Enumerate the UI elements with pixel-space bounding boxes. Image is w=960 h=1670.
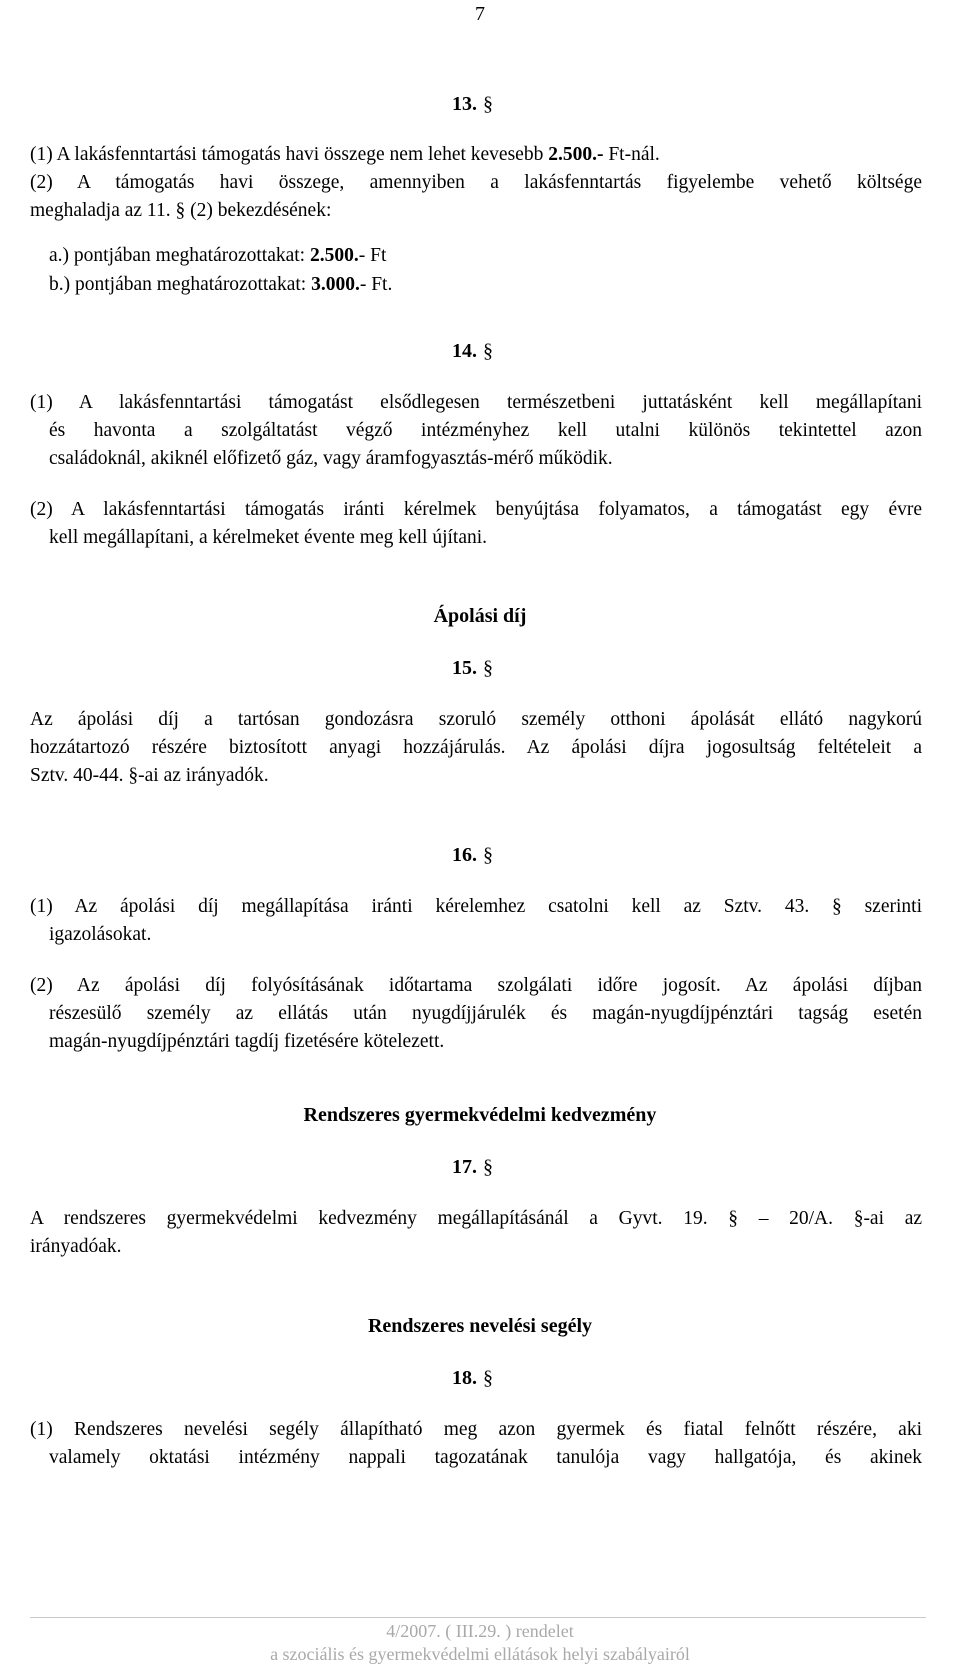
heading-apolasi-dij: Ápolási díj bbox=[433, 605, 527, 627]
section-13-title bbox=[452, 92, 493, 116]
section-14-title bbox=[452, 339, 493, 363]
heading-gyermekvedelmi-kedvezmeny: Rendszeres gyermekvédelmi kedvezmény bbox=[303, 1104, 657, 1126]
s16-p2-line-1: (2) Az ápolási díj folyósításának időtartama szolgálati időre jogosít. Az ápolási díjban bbox=[30, 975, 922, 996]
footer-divider bbox=[30, 1617, 926, 1618]
s14-p2-line-2: kell megállapítani, a kérelmeket évente meg kell újítani. bbox=[49, 527, 488, 548]
section-number: 14. bbox=[452, 340, 477, 362]
section-sign: § bbox=[483, 657, 493, 679]
section-16-title bbox=[452, 843, 493, 867]
s16-p2-line-2: részesülő személy az ellátás után nyugdíjjárulék és magán-nyugdíjpénztári tagság esetén bbox=[49, 1003, 922, 1024]
section-15-title bbox=[452, 656, 493, 680]
s15-line-1: Az ápolási díj a tartósan gondozásra szoruló személy otthoni ápolását ellátó nagykorú bbox=[30, 709, 922, 730]
s13-paragraph-1: (1) A lakásfenntartási támogatás havi összege nem lehet kevesebb 2.500.- Ft-nál. bbox=[30, 144, 660, 165]
page-number: 7 bbox=[475, 3, 485, 25]
s14-p1-line-3: családoknál, akiknél előfizető gáz, vagy áramfogyasztás-mérő működik. bbox=[49, 448, 613, 469]
s15-line-2: hozzátartozó részére biztosított anyagi hozzájárulás. Az ápolási díjra jogosultság feltételeit a bbox=[30, 737, 922, 758]
section-sign: § bbox=[483, 1156, 493, 1178]
heading-nevelesi-segely: Rendszeres nevelési segély bbox=[367, 1315, 593, 1337]
section-sign: § bbox=[483, 1367, 493, 1389]
section-number: 15. bbox=[452, 657, 477, 679]
section-18-title bbox=[452, 1366, 493, 1390]
s13-paragraph-2-line-2: meghaladja az 11. § (2) bekezdésének: bbox=[30, 200, 332, 221]
footer-line-2: a szociális és gyermekvédelmi ellátások helyi szabályairól bbox=[270, 1644, 690, 1664]
section-sign: § bbox=[483, 844, 493, 866]
s14-p1-line-2: és havonta a szolgáltatást végző intézményhez kell utalni különös tekintettel azon bbox=[49, 420, 922, 441]
s16-p1-line-2: igazolásokat. bbox=[49, 924, 152, 945]
s13-item-b: b.) pontjában meghatározottakat: 3.000.- Ft. bbox=[49, 274, 393, 295]
section-number: 16. bbox=[452, 844, 477, 866]
s16-p1-line-1: (1) Az ápolási díj megállapítása iránti kérelemhez csatolni kell az Sztv. 43. § szerinti bbox=[30, 896, 922, 917]
section-number: 18. bbox=[452, 1367, 477, 1389]
section-number: 13. bbox=[452, 93, 477, 115]
s13-paragraph-2-line-1: (2) A támogatás havi összege, amennyiben a lakásfenntartás figyelembe vehető költsége bbox=[30, 172, 922, 193]
s18-line-1: (1) Rendszeres nevelési segély állapítható meg azon gyermek és fiatal felnőtt részére, aki bbox=[30, 1419, 922, 1440]
section-sign: § bbox=[483, 340, 493, 362]
s15-line-3: Sztv. 40-44. §-ai az irányadók. bbox=[30, 765, 269, 786]
footer-line-1: 4/2007. ( III.29. ) rendelet bbox=[386, 1621, 574, 1641]
section-sign: § bbox=[483, 93, 493, 115]
s17-line-2: irányadóak. bbox=[30, 1236, 122, 1257]
section-17-title bbox=[452, 1155, 493, 1179]
s13-item-a: a.) pontjában meghatározottakat: 2.500.- Ft bbox=[49, 245, 387, 266]
section-number: 17. bbox=[452, 1156, 477, 1178]
s14-p2-line-1: (2) A lakásfenntartási támogatás iránti kérelmek benyújtása folyamatos, a támogatást egy évre bbox=[30, 499, 922, 520]
s16-p2-line-3: magán-nyugdíjpénztári tagdíj fizetésére kötelezett. bbox=[49, 1031, 445, 1052]
s18-line-2: valamely oktatási intézmény nappali tagozatának tanulója vagy hallgatója, és akinek bbox=[49, 1447, 922, 1468]
s17-line-1: A rendszeres gyermekvédelmi kedvezmény megállapításánál a Gyvt. 19. § – 20/A. §-ai az bbox=[30, 1208, 922, 1229]
s14-p1-line-1: (1) A lakásfenntartási támogatást elsődlegesen természetbeni juttatásként kell megállapítani bbox=[30, 392, 922, 413]
